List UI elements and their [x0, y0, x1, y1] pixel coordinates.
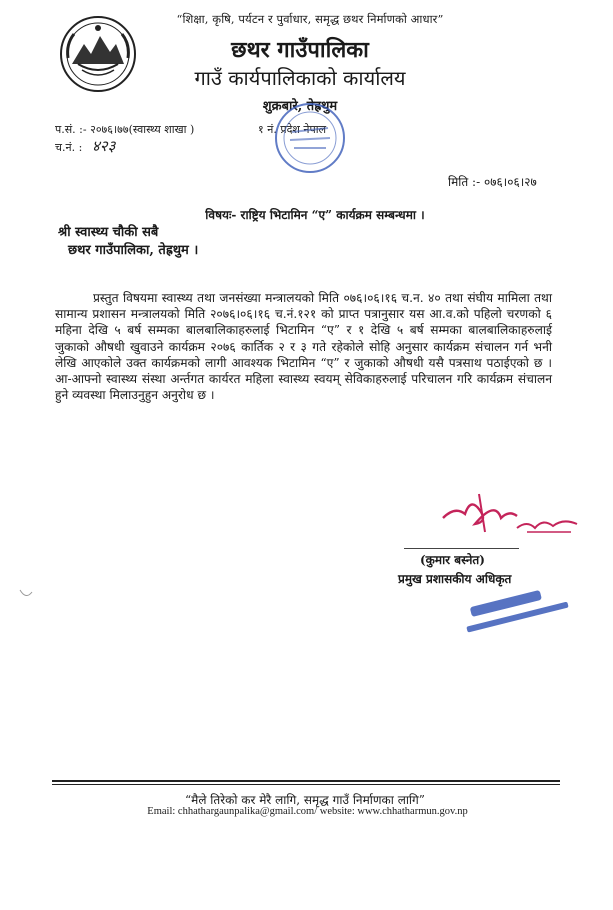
office-address: शुक्रबारे, तेह्रथुम	[262, 99, 338, 114]
name-stamp	[458, 582, 576, 640]
recipient-address: छथर गाउँपालिका, तेह्रथुम ।	[68, 243, 199, 258]
official-round-stamp	[270, 98, 350, 178]
office-subtitle: गाउँ कार्यपालिकाको कार्यालय	[194, 66, 406, 90]
signer-title: प्रमुख प्रशासकीय अधिकृत	[398, 572, 512, 586]
letter-date: मिति :- ०७६।०६।२७	[448, 175, 537, 189]
body-paragraph: प्रस्तुत विषयमा स्वास्थ्य तथा जनसंख्या मन्त्रालयको मिति ०७६।०६।१६ च.न. ४० तथा संघीय मामिला तथा सामान्य प्रशासन मन्त्रालयको मिति २०७६।०६।१६ च.नं.१२१ को प्राप्त पत्रानुसार यस आ.व.को पहिलो चरणको ६ महिना देखि ५ बर्ष सम्मका बालबालिकाहरुलाई भिटामिन “ए” र १ देखि ५ बर्ष सम्मका बालबालिकाहरुलाई जुकाको औषधी खुवाउने कार्यक्रम २०७६ कार्तिक २ र ३ गते रहेकोले सोहि अनुसार कार्यक्रम संचालन गर्न भनी लेखि आएकोले उक्त कार्यक्रमको लागी आवश्यक भिटामिन “ए” र जुकाको औषधी यसै पत्रसाथ पठाईएको छ । आ-आफ्नो स्वास्थ्य संस्था अर्न्तगत कार्यरत महिला स्वास्थ्य स्वयम् सेविकाहरुलाई परिचालन गरि कार्यक्रम संचालन हुने व्यवस्था मिलाउनुहुन अनुरोध छ ।	[55, 291, 552, 403]
footer-motto: “मैले तिरेको कर मेरै लागि, समृद्ध गाउँ निर्माणका लागि”	[185, 793, 425, 807]
handwritten-signature	[435, 488, 585, 540]
recipient-line: श्री स्वास्थ्य चौकी सबै	[58, 225, 159, 240]
binder-hole-mark	[18, 586, 34, 602]
signer-name: (कुमार बस्नेत)	[420, 553, 485, 567]
letter-body	[55, 290, 552, 403]
footer-divider	[52, 780, 560, 782]
letter-reference-number: प.सं. :- २०७६।७७(स्वास्थ्य शाखा )	[55, 123, 195, 136]
province-label: १ नं. प्रदेश नेपाल	[258, 123, 327, 136]
letter-subject: विषयः- राष्ट्रिय भिटामिन “ए” कार्यक्रम सम्बन्धमा ।	[205, 208, 425, 222]
nepal-emblem-icon	[58, 14, 138, 94]
office-name: छथर गाउँपालिका	[231, 37, 369, 63]
footer-contact: Email: chhathargaunpalika@gmail.com/ website: www.chhatharmun.gov.np	[147, 806, 468, 817]
letterhead-motto: “शिक्षा, कृषि, पर्यटन र पुर्वाधार, समृद्ध छथर निर्माणको आधार”	[176, 12, 444, 26]
dispatch-number-value: ४२३	[92, 137, 116, 155]
footer-divider-thin	[52, 784, 560, 785]
dispatch-number-label: च.नं. :	[55, 141, 83, 154]
signature-line	[404, 548, 519, 549]
